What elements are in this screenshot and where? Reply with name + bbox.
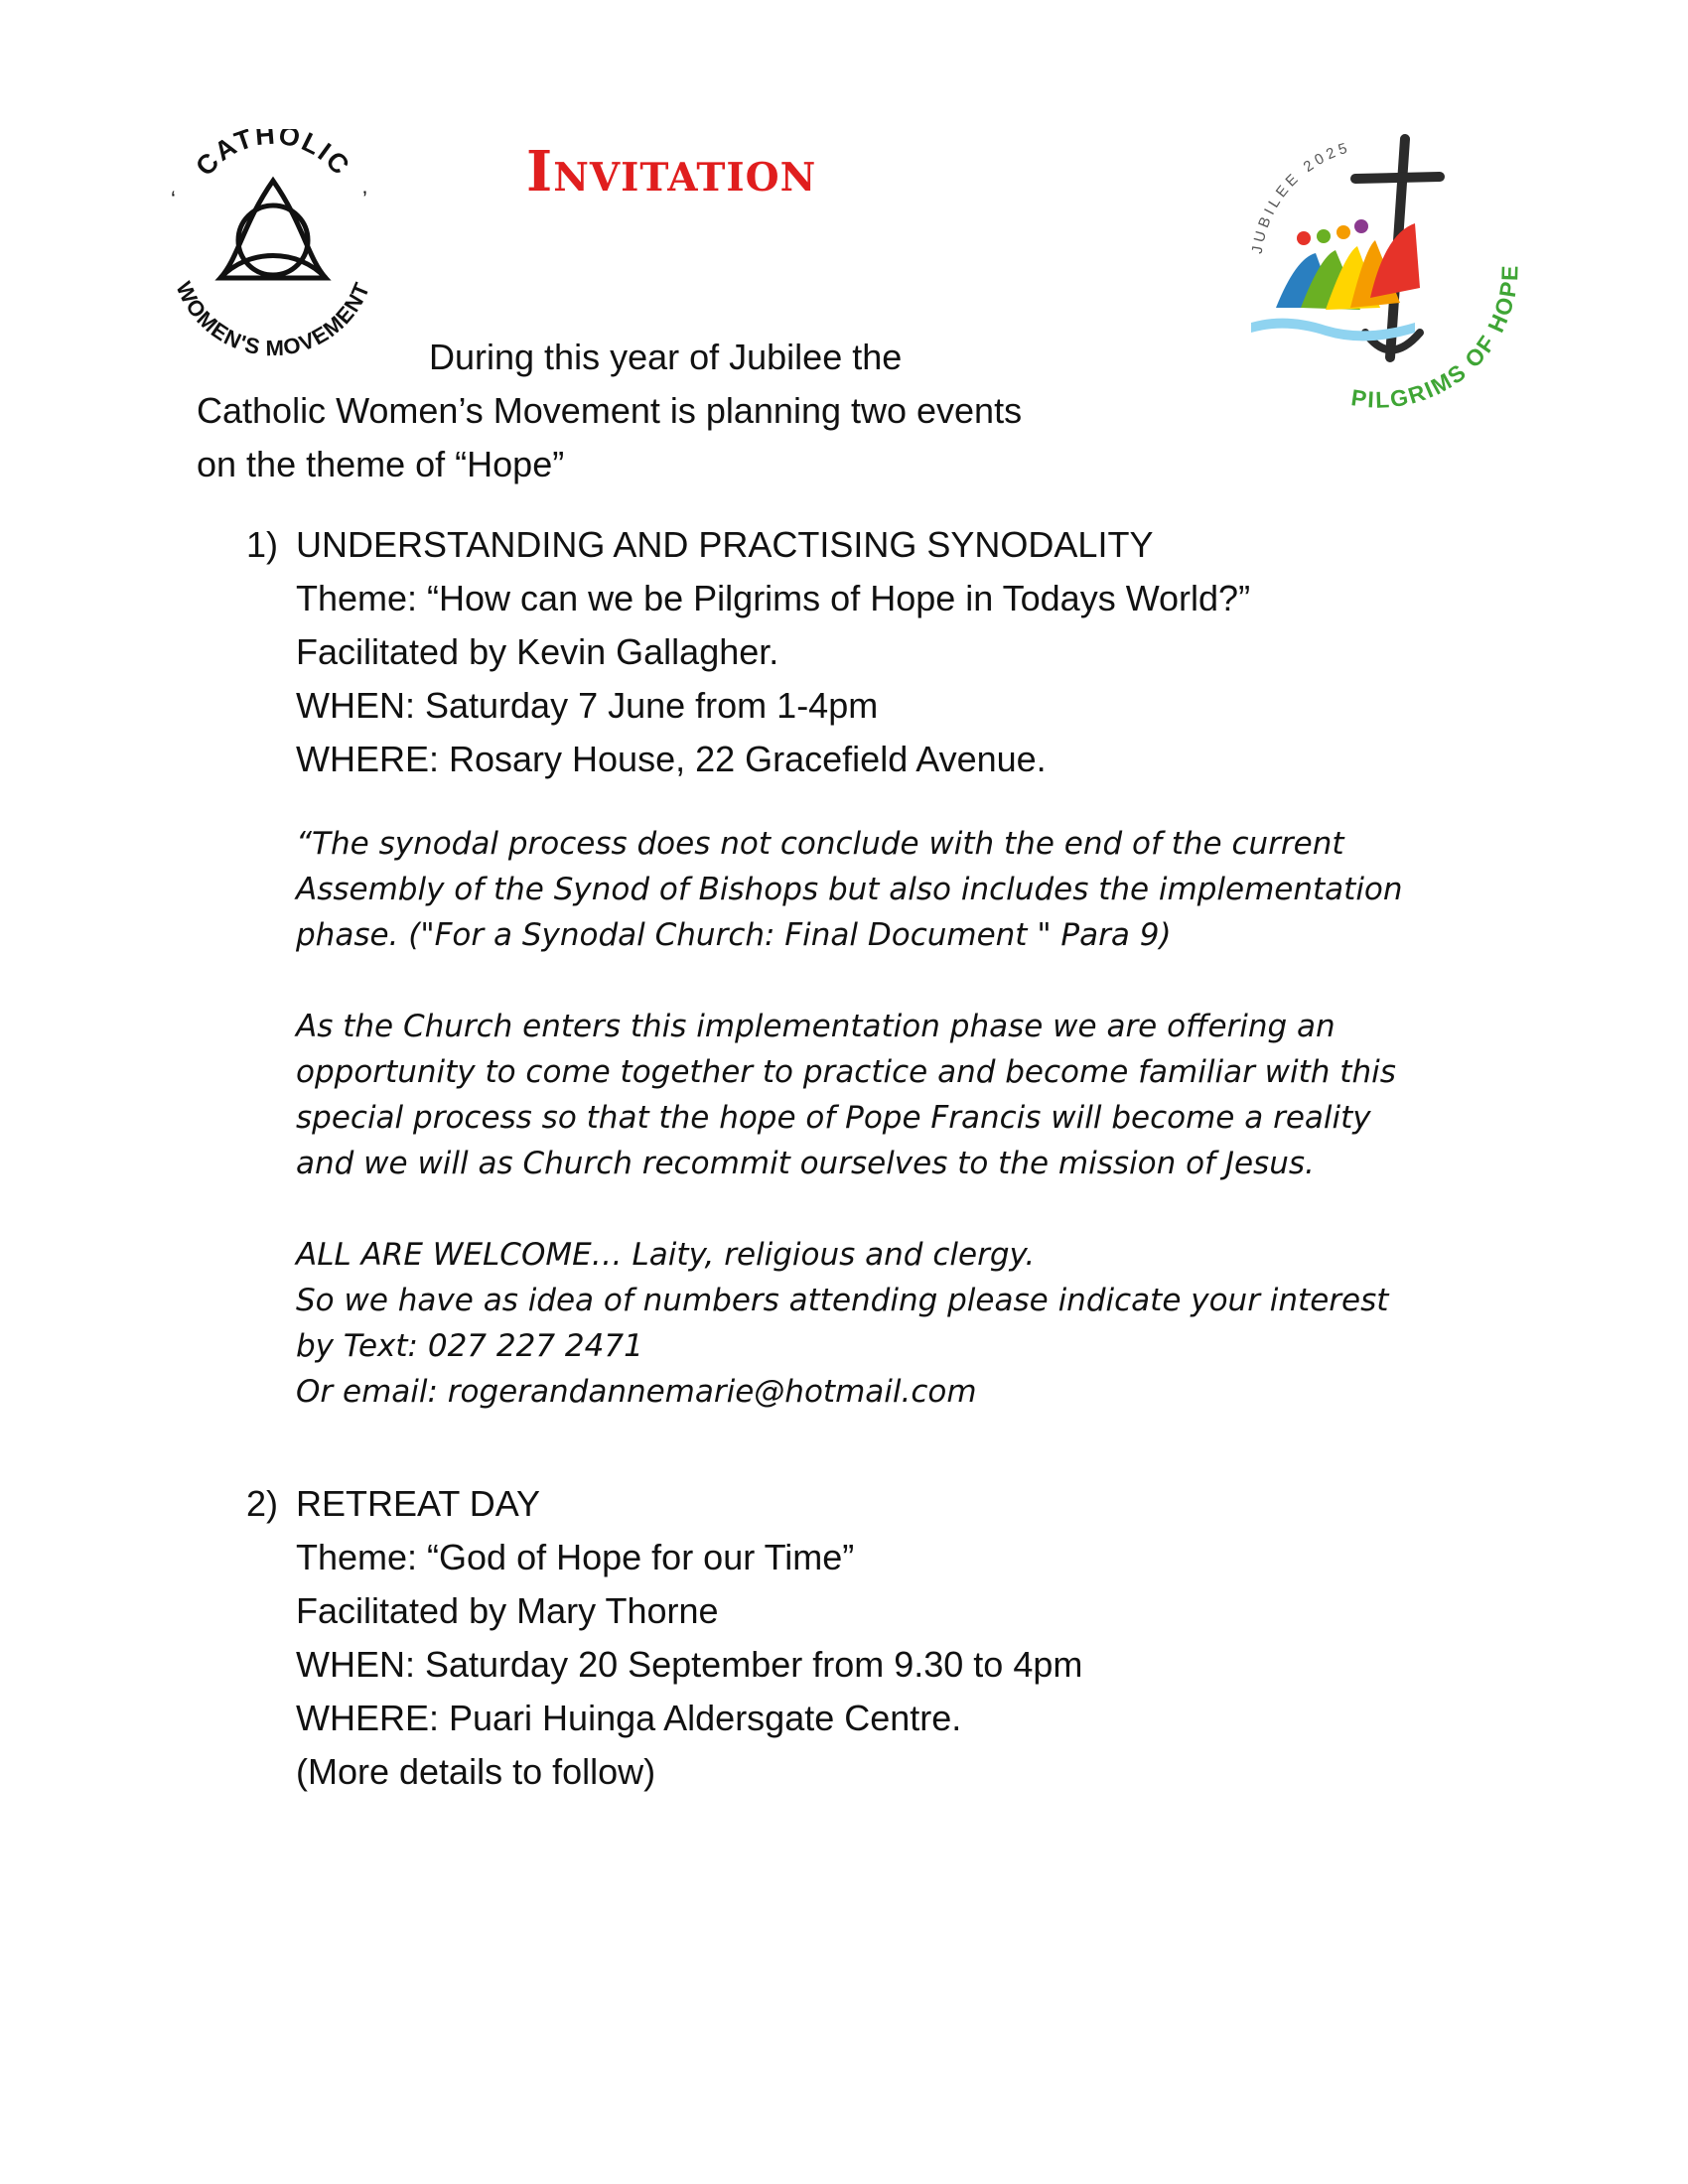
cwm-top-text: CATHOLIC xyxy=(190,129,356,182)
event-1-facilitator: Facilitated by Kevin Gallagher. xyxy=(296,631,779,672)
body-line: and we will as Church recommit ourselves to the mission of Jesus. xyxy=(296,1146,1315,1181)
triquetra-icon xyxy=(220,181,326,278)
body-line: As the Church enters this implementation phase we are offering an xyxy=(296,1009,1336,1044)
event-2-where: WHERE: Puari Huinga Aldersgate Centre. xyxy=(296,1698,962,1738)
cwm-logo-svg xyxy=(149,129,397,367)
event-1-title: UNDERSTANDING AND PRACTISING SYNODALITY xyxy=(296,524,1154,565)
quote-line: phase. ("For a Synodal Church: Final Document " Para 9) xyxy=(296,917,1172,953)
cwm-tick-left: ‘ xyxy=(171,187,176,211)
event-1-where: WHERE: Rosary House, 22 Gracefield Avenue. xyxy=(296,739,1047,779)
event-2-number: 2) xyxy=(246,1483,279,1524)
cwm-logo xyxy=(149,129,397,367)
quote-line: “The synodal process does not conclude with the end of the current xyxy=(296,826,1344,862)
welcome-line: So we have as idea of numbers attending please indicate your interest xyxy=(296,1283,1389,1318)
cwm-bottom-text: WOMEN'S MOVEMENT xyxy=(171,277,375,361)
event-1-number: 1) xyxy=(246,524,279,565)
body-line: opportunity to come together to practice and become familiar with this xyxy=(296,1054,1396,1090)
pilgrims-of-hope-text: PILGRIMS OF HOPE xyxy=(1349,263,1523,413)
cwm-tick-right: ’ xyxy=(362,187,367,211)
event-2-title: RETREAT DAY xyxy=(296,1483,541,1524)
jubilee-logo xyxy=(1216,129,1534,417)
welcome-paragraph xyxy=(296,1232,1507,1415)
intro-line-2: Catholic Women’s Movement is planning two events xyxy=(197,390,1023,431)
implementation-paragraph xyxy=(296,1004,1507,1186)
synod-quote xyxy=(296,821,1507,958)
jubilee-logo-svg xyxy=(1216,129,1534,417)
welcome-line: ALL ARE WELCOME… Laity, religious and clergy. xyxy=(296,1237,1036,1273)
event-2-theme: Theme: “God of Hope for our Time” xyxy=(296,1537,855,1577)
intro-line-1: During this year of Jubilee the xyxy=(429,337,903,377)
event-2-facilitator: Facilitated by Mary Thorne xyxy=(296,1590,719,1631)
body-line: special process so that the hope of Pope Francis will become a reality xyxy=(296,1100,1371,1136)
contact-phone: by Text: 027 227 2471 xyxy=(296,1328,643,1364)
page-title: Invitation xyxy=(526,139,817,205)
intro-line-3: on the theme of “Hope” xyxy=(197,444,565,484)
quote-line: Assembly of the Synod of Bishops but also includes the implementation xyxy=(296,872,1403,907)
contact-email: Or email: rogerandannemarie@hotmail.com xyxy=(296,1374,977,1410)
event-1-theme: Theme: “How can we be Pilgrims of Hope in Todays World?” xyxy=(296,578,1251,618)
event-2-note: (More details to follow) xyxy=(296,1751,656,1792)
event-1-when: WHEN: Saturday 7 June from 1-4pm xyxy=(296,685,879,726)
event-2-when: WHEN: Saturday 20 September from 9.30 to 4pm xyxy=(296,1644,1083,1685)
jubilee-arc-text: JUBILEE 2025 xyxy=(1248,138,1353,255)
